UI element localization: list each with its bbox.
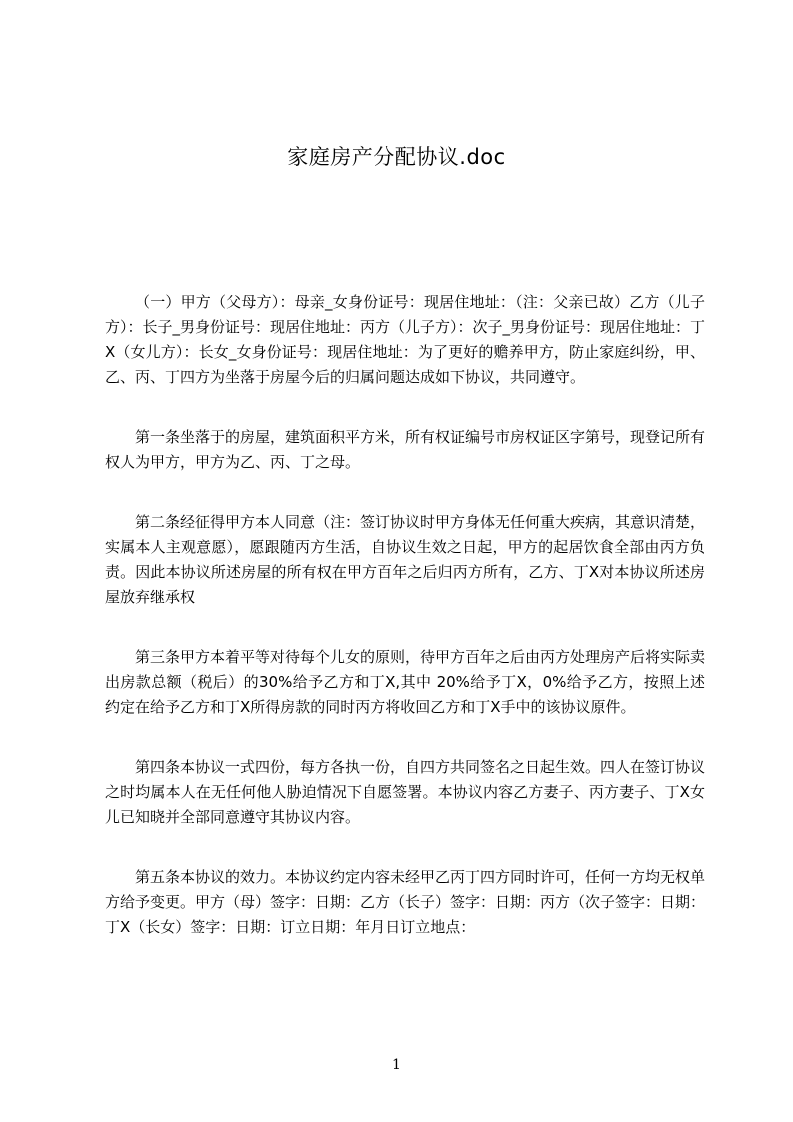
paragraph-article-3: 第三条甲方本着平等对待每个儿女的原则，待甲方百年之后由丙方处理房产后将实际卖出房款总额（税后）的30%给予乙方和丁X,其中 20%给予丁X，0%给予乙方，按照上述约定在给予乙方和丁X所得房款的同时丙方将收回乙方和丁X手中的该协议原件。	[105, 648, 706, 716]
page-number: 1	[392, 1057, 401, 1073]
document-title: 家庭房产分配协议.doc	[287, 145, 506, 169]
paragraph-article-2: 第二条经征得甲方本人同意（注：签订协议时甲方身体无任何重大疾病，其意识清楚，实属本人主观意愿），愿跟随丙方生活，自协议生效之日起，甲方的起居饮食全部由丙方负责。因此本协议所述房屋的所有权在甲方百年之后归丙方所有，乙方、丁X对本协议所述房屋放弃继承权	[105, 513, 706, 606]
paragraph-article-1: 第一条坐落于的房屋，建筑面积平方米，所有权证编号市房权证区字第号，现登记所有权人为甲方，甲方为乙、丙、丁之母。	[105, 428, 706, 471]
paragraph-article-4: 第四条本协议一式四份，每方各执一份，自四方共同签名之日起生效。四人在签订协议之时均属本人在无任何他人胁迫情况下自愿签署。本协议内容乙方妻子、丙方妻子、丁X女儿已知晓并全部同意遵守其协议内容。	[105, 758, 706, 826]
document-body	[105, 290, 705, 975]
paragraph-article-5: 第五条本协议的效力。本协议约定内容未经甲乙丙丁四方同时许可，任何一方均无权单方给予变更。甲方（母）签字：日期：乙方（长子）签字：日期：丙方（次子签字：日期：丁X（长女）签字：日期：订立日期：年月日订立地点：	[105, 868, 706, 936]
paragraph-parties: （一）甲方（父母方）：母亲_女身份证号：现居住地址：（注：父亲已故）乙方（儿子方）：长子_男身份证号：现居住地址：丙方（儿子方）：次子_男身份证号：现居住地址：丁X（女儿方）：长女_女身份证号：现居住地址：为了更好的赡养甲方，防止家庭纠纷，甲、乙、丙、丁四方为坐落于房屋今后的归属问题达成如下协议，共同遵守。	[105, 293, 706, 386]
